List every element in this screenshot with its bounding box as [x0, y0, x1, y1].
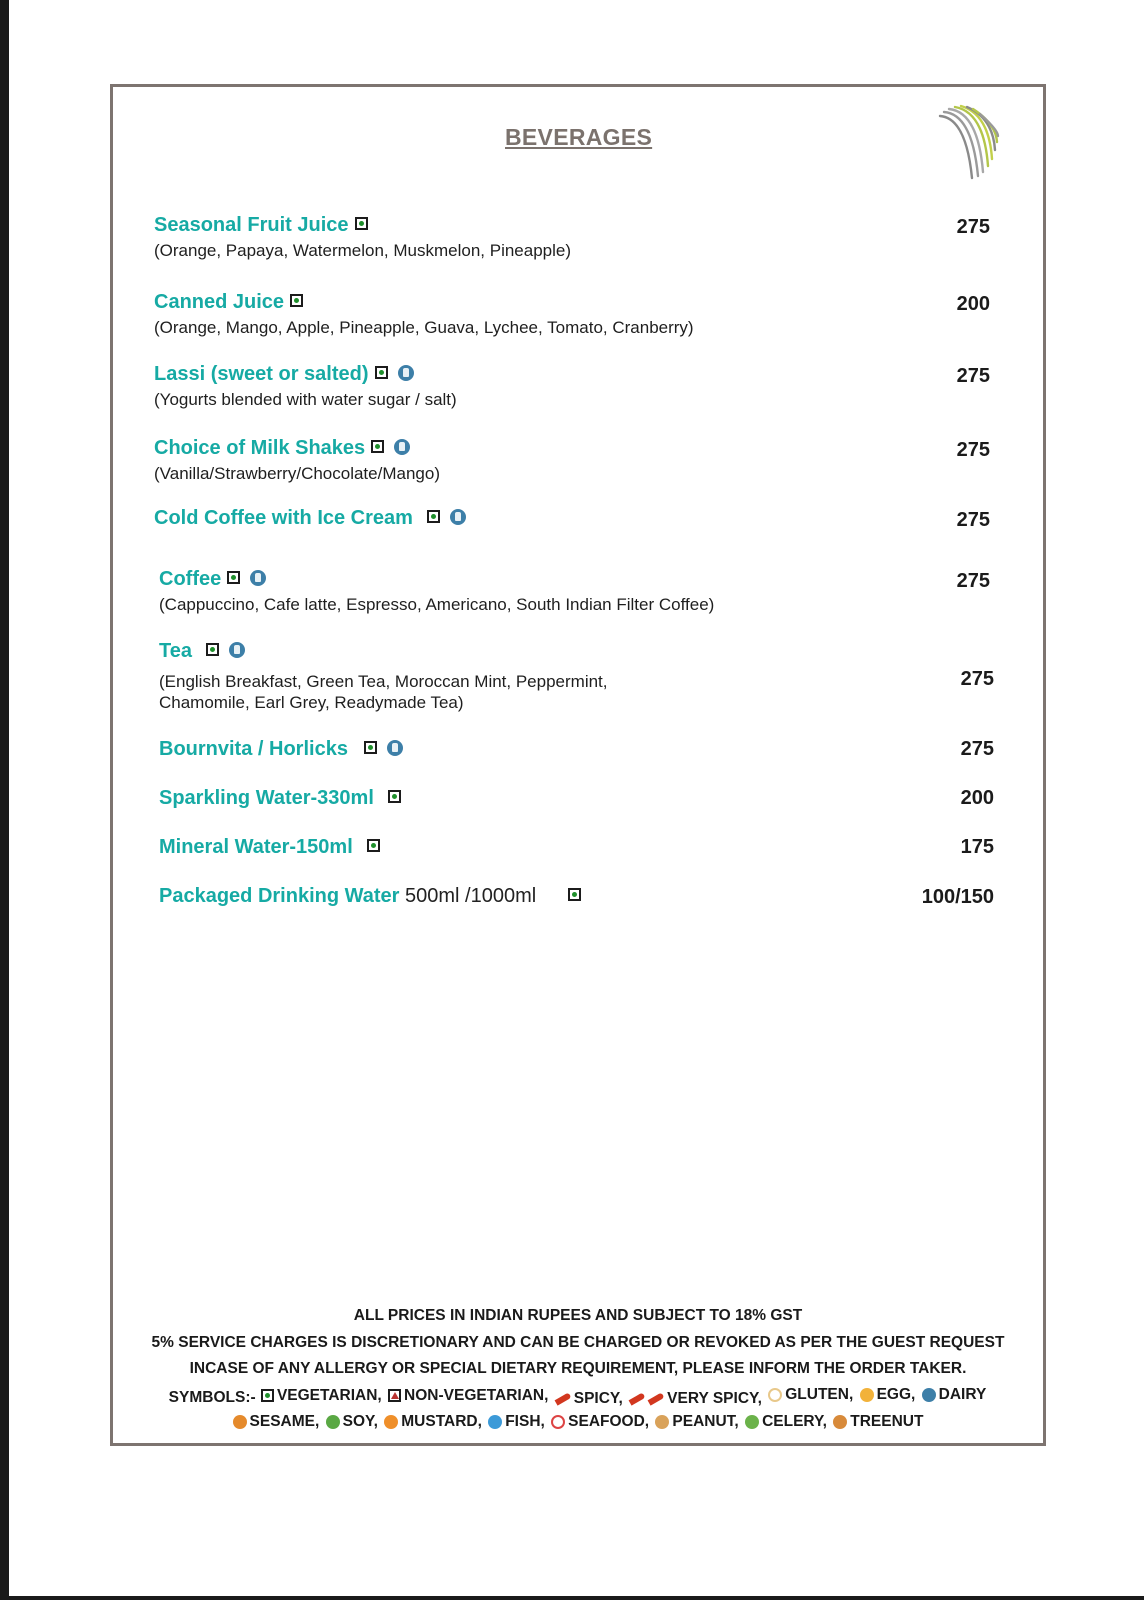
vegetarian-icon: [427, 505, 440, 528]
menu-item: [159, 836, 380, 859]
item-name: Lassi (sweet or salted): [154, 363, 369, 385]
legend-label: CELERY,: [762, 1413, 827, 1430]
dairy-icon: [446, 505, 466, 528]
gluten-icon: [768, 1388, 782, 1402]
item-name: Choice of Milk Shakes: [154, 437, 366, 459]
fish-icon: [488, 1415, 502, 1429]
spicy-icon: [554, 1392, 571, 1405]
legend-label: SPICY,: [573, 1390, 623, 1407]
item-name: Mineral Water-150ml: [159, 836, 353, 858]
menu-item: [154, 363, 457, 410]
item-price: 275: [960, 738, 994, 760]
sesame-icon: [233, 1415, 247, 1429]
vegetarian-icon: [375, 361, 388, 384]
scan-edge-bottom: [0, 1596, 1144, 1600]
item-name: Cold Coffee with Ice Cream: [154, 507, 413, 529]
mustard-icon: [384, 1415, 398, 1429]
legend-label: DAIRY: [938, 1386, 987, 1403]
menu-item: [154, 214, 571, 261]
menu-item: [159, 738, 403, 761]
vegetarian-icon: [206, 638, 219, 661]
footer-allergy-note: INCASE OF ANY ALLERGY OR SPECIAL DIETARY REQUIREMENT, PLEASE INFORM THE ORDER TAKER.: [189, 1360, 967, 1377]
menu-item: [159, 787, 401, 810]
symbols-legend-row-1: [112, 1386, 1044, 1408]
soy-icon: [326, 1415, 340, 1429]
item-price: 275: [956, 439, 990, 461]
legend-label: VEGETARIAN,: [276, 1386, 382, 1404]
item-price: 100/150: [921, 886, 994, 908]
non-vegetarian-icon: [388, 1389, 401, 1402]
legend-label: SOY,: [342, 1413, 378, 1430]
item-name: Canned Juice: [154, 291, 285, 313]
legend-label: EGG,: [876, 1386, 916, 1403]
item-description: (Orange, Papaya, Watermelon, Muskmelon, Pineapple): [154, 241, 572, 261]
item-price: 275: [956, 570, 990, 592]
legend-label: MUSTARD,: [401, 1413, 482, 1430]
legend-label: GLUTEN,: [785, 1386, 854, 1403]
menu-item: [154, 291, 694, 338]
treenut-icon: [833, 1415, 847, 1429]
vegetarian-icon: [367, 834, 380, 857]
vegetarian-icon: [388, 785, 401, 808]
footer-gst-note: ALL PRICES IN INDIAN RUPEES AND SUBJECT TO 18% GST: [353, 1307, 803, 1324]
legend-label: TREENUT: [850, 1413, 924, 1430]
symbols-prefix: SYMBOLS:-: [168, 1389, 256, 1406]
item-description: (English Breakfast, Green Tea, Moroccan Mint, Peppermint,: [159, 672, 608, 692]
item-price: 275: [956, 365, 990, 387]
egg-icon: [860, 1388, 874, 1402]
legend-label: NON-VEGETARIAN,: [404, 1386, 549, 1404]
vegetarian-icon: [261, 1389, 274, 1402]
menu-item: [154, 437, 440, 484]
item-description: (Yogurts blended with water sugar / salt): [154, 390, 457, 410]
menu-item: [159, 885, 581, 908]
item-price: 175: [960, 836, 994, 858]
menu-item: [159, 568, 714, 615]
peanut-icon: [655, 1415, 669, 1429]
item-name: Seasonal Fruit Juice: [154, 214, 349, 236]
legend-label: SEAFOOD,: [568, 1413, 650, 1430]
dairy-icon: [383, 736, 403, 759]
item-name: Tea: [159, 640, 192, 662]
seafood-icon: [551, 1415, 565, 1429]
celery-icon: [745, 1415, 759, 1429]
item-name: Bournvita / Horlicks: [159, 738, 348, 760]
item-description: (Vanilla/Strawberry/Chocolate/Mango): [154, 464, 440, 484]
vegetarian-icon: [355, 212, 368, 235]
item-description: Chamomile, Earl Grey, Readymade Tea): [159, 693, 464, 713]
dairy-icon: [390, 435, 410, 458]
page-title: BEVERAGES: [505, 124, 653, 150]
dairy-icon: [394, 361, 414, 384]
legend-label: SESAME,: [249, 1413, 320, 1430]
footer-service-charge-note: 5% SERVICE CHARGES IS DISCRETIONARY AND CAN BE CHARGED OR REVOKED AS PER THE GUEST REQUEST: [151, 1334, 1005, 1351]
item-price: 275: [956, 216, 990, 238]
item-price: 275: [956, 509, 990, 531]
item-price: 200: [960, 787, 994, 809]
item-name: Packaged Drinking Water: [159, 885, 400, 907]
legend-label: FISH,: [505, 1413, 545, 1430]
vegetarian-icon: [227, 566, 240, 589]
menu-item: [159, 640, 608, 713]
vegetarian-icon: [364, 736, 377, 759]
dairy-icon: [225, 638, 245, 661]
item-name: Coffee: [159, 568, 222, 590]
scan-edge-left: [0, 0, 9, 1600]
item-description: (Cappuccino, Cafe latte, Espresso, Americano, South Indian Filter Coffee): [159, 595, 715, 615]
item-name: Sparkling Water-330ml: [159, 787, 374, 809]
item-size: 500ml /1000ml: [405, 885, 537, 907]
menu-item: [154, 507, 466, 530]
vegetarian-icon: [290, 289, 303, 312]
very-spicy-icon: [629, 1392, 646, 1405]
legend-label: PEANUT,: [672, 1413, 739, 1430]
item-price: 275: [960, 668, 994, 690]
vegetarian-icon: [371, 435, 384, 458]
symbols-legend-row-2: [112, 1413, 1044, 1434]
dairy-icon: [246, 566, 266, 589]
leaf-logo: [936, 104, 1002, 182]
item-price: 200: [956, 293, 990, 315]
legend-label: VERY SPICY,: [667, 1390, 762, 1407]
dairy-icon: [922, 1388, 936, 1402]
menu-frame: [110, 84, 1046, 1446]
vegetarian-icon: [568, 883, 581, 906]
item-description: (Orange, Mango, Apple, Pineapple, Guava, Lychee, Tomato, Cranberry): [154, 318, 694, 338]
